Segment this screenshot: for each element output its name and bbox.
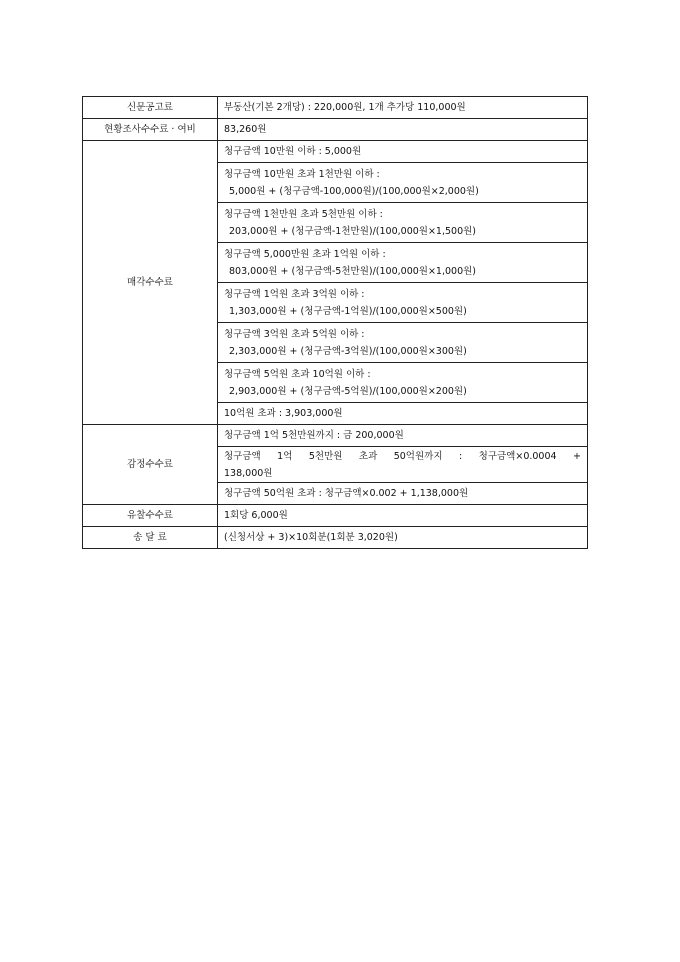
row-delivery <box>83 527 588 549</box>
row-newspaper <box>83 97 588 119</box>
survey-fee-label: 현황조사수수료 · 여비 <box>83 119 218 141</box>
sale-fee-item <box>218 243 588 283</box>
sale-fee-formula: 2,903,000원 + (청구금액-5억원)/(100,000원×200원) <box>229 385 467 397</box>
sale-fee-item <box>218 323 588 363</box>
sale-fee-item: 10억원 초과 : 3,903,000원 <box>218 403 588 425</box>
sale-fee-condition: 청구금액 3억원 초과 5억원 이하 : <box>224 328 365 340</box>
sale-fee-item <box>218 203 588 243</box>
sale-fee-row-1 <box>83 141 588 163</box>
row-survey <box>83 119 588 141</box>
survey-fee-value: 83,260원 <box>218 119 588 141</box>
appraisal-fee-condition: 청구금액 1억 5천만원 초과 50억원까지 : 청구금액×0.0004 + <box>224 450 581 462</box>
sale-fee-formula: 203,000원 + (청구금액-1천만원)/(100,000원×1,500원) <box>229 225 476 237</box>
appraisal-fee-formula: 138,000원 <box>224 467 273 479</box>
failed-bid-fee-label: 유찰수수료 <box>83 505 218 527</box>
sale-fee-formula: 803,000원 + (청구금액-5천만원)/(100,000원×1,000원) <box>229 265 476 277</box>
sale-fee-item <box>218 283 588 323</box>
delivery-fee-label: 송 달 료 <box>83 527 218 549</box>
sale-fee-label: 매각수수료 <box>83 141 218 425</box>
sale-fee-condition: 청구금액 10만원 초과 1천만원 이하 : <box>224 168 380 180</box>
fee-table <box>82 96 588 549</box>
failed-bid-fee-value: 1회당 6,000원 <box>218 505 588 527</box>
sale-fee-formula: 1,303,000원 + (청구금액-1억원)/(100,000원×500원) <box>229 305 467 317</box>
appraisal-fee-row-1 <box>83 425 588 447</box>
sale-fee-item: 청구금액 10만원 이하 : 5,000원 <box>218 141 588 163</box>
sale-fee-condition: 청구금액 5,000만원 초과 1억원 이하 : <box>224 248 386 260</box>
row-failed-bid <box>83 505 588 527</box>
sale-fee-condition: 청구금액 1억원 초과 3억원 이하 : <box>224 288 365 300</box>
newspaper-fee-value: 부동산(기본 2개당) : 220,000원, 1개 추가당 110,000원 <box>218 97 588 119</box>
appraisal-fee-item: 청구금액 1억 5천만원까지 : 금 200,000원 <box>218 425 588 447</box>
appraisal-fee-label: 감정수수료 <box>83 425 218 505</box>
newspaper-fee-label: 신문공고료 <box>83 97 218 119</box>
appraisal-fee-item <box>218 447 588 483</box>
sale-fee-item <box>218 163 588 203</box>
sale-fee-condition: 청구금액 5억원 초과 10억원 이하 : <box>224 368 371 380</box>
sale-fee-item <box>218 363 588 403</box>
delivery-fee-value: (신청서상 + 3)×10회분(1회분 3,020원) <box>218 527 588 549</box>
sale-fee-formula: 5,000원 + (청구금액-100,000원)/(100,000원×2,000원) <box>229 185 479 197</box>
sale-fee-condition: 청구금액 1천만원 초과 5천만원 이하 : <box>224 208 383 220</box>
appraisal-fee-item: 청구금액 50억원 초과 : 청구금액×0.002 + 1,138,000원 <box>218 483 588 505</box>
sale-fee-formula: 2,303,000원 + (청구금액-3억원)/(100,000원×300원) <box>229 345 467 357</box>
